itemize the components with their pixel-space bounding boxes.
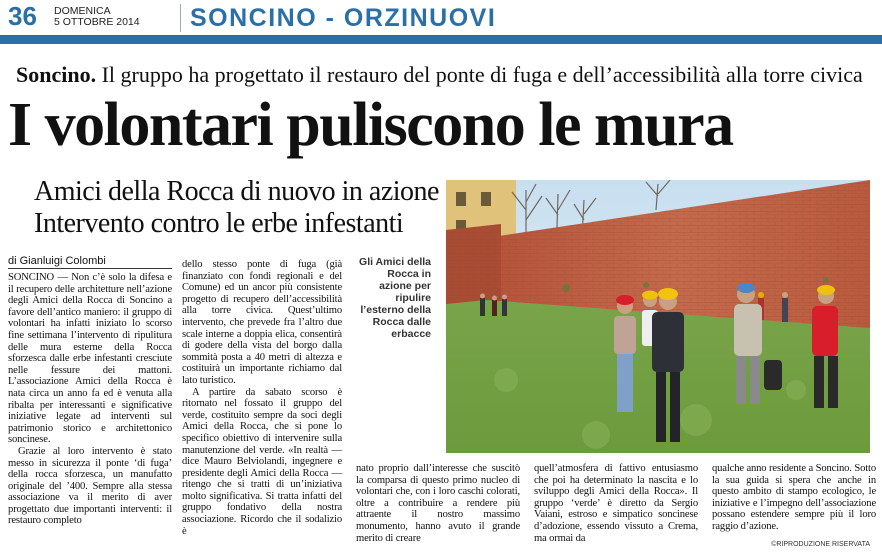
paragraph: qualche anno residente a Soncino. Sotto la sua guida si spera che anche in questo ambito di stampo ecologico, le iniziative e l’impegno dell’associazione possano estendere sempre più il loro raggio d’azione. bbox=[712, 463, 876, 532]
page-date-text: 5 OTTOBRE 2014 bbox=[54, 16, 140, 28]
copyright-notice: ©RIPRODUZIONE RISERVATA bbox=[771, 541, 870, 548]
article-column-2 bbox=[182, 259, 342, 537]
article-column-3 bbox=[356, 463, 520, 544]
section-bar bbox=[0, 35, 882, 44]
page-day: DOMENICA bbox=[54, 5, 111, 17]
article-headline: I volontari puliscono le mura bbox=[8, 91, 733, 159]
article-column-5 bbox=[712, 463, 876, 533]
page-date bbox=[54, 6, 140, 28]
article-photo bbox=[446, 180, 870, 453]
kicker-text: Il gruppo ha progettato il restauro del ponte di fuga e dell’accessibilità alla torre civica bbox=[101, 62, 863, 87]
section-title: SONCINO - ORZINUOVI bbox=[190, 4, 497, 32]
paragraph: quell’atmosfera di fattivo entusiasmo che poi ha determinato la nascita e lo sviluppo degli Amici della Rocca». Il gruppo ‘verde’ è diretto da Sergio Vaiani, estroso e simpatico soncinese d’adozione, essendo vissuto a Crema, ma ormai da bbox=[534, 463, 698, 544]
page-number: 36 bbox=[8, 1, 37, 31]
kicker-place: Soncino. bbox=[16, 62, 97, 87]
paragraph: Grazie al loro intervento è stato messo in sicurezza il ponte ‘di fuga’ della rocca sforzesca, un manufatto originale del ’400. Sempre alla stessa associazione va il merito di aver progettato due importanti interventi: il restauro completo bbox=[8, 445, 172, 527]
article-column-1 bbox=[8, 272, 172, 527]
paragraph: SONCINO — Non c’è solo la difesa e il recupero delle architetture nell’azione degli Amici della Rocca di Soncino a favore dell’antico maniero: il gruppo di volontari ha infatti iniziato lo scorso fine settimana l’intervento di ripulitura delle mura esterne della Rocca sforzesca dalle erbe infestanti cresciute nelle fessure dei mattoni. L’associazione Amici della Rocca è nata circa un anno fa ed è venuta alla ribalta per interessanti e significative iniziative legate ad interventi sul patrimonio storico e architettonico soncinese. bbox=[8, 272, 172, 446]
article-subheadline-2: Intervento contro le erbe infestanti bbox=[34, 208, 404, 239]
photo-caption: Gli Amici della Rocca in azione per ripulire l’esterno della Rocca dalle erbacce bbox=[359, 256, 431, 340]
article-subheadline-1: Amici della Rocca di nuovo in azione bbox=[34, 176, 439, 207]
article-kicker bbox=[16, 63, 863, 87]
article-byline: di Gianluigi Colombi bbox=[8, 254, 172, 269]
paragraph: nato proprio dall’interesse che suscitò la comparsa di questo primo nucleo di volontari che, con i loro caschi colorati, oltre a contribuire a rendere più attraente il nostro massimo monumento, hanno avuto il grande merito di creare bbox=[356, 463, 520, 544]
paragraph: A partire da sabato scorso è ritornato nel fossato il gruppo del verde, costituito sempre da soci degli Amici della Rocca, che si pone lo specifico obiettivo di intervenire sulla manutenzione del verde. «In realtà — dice Mauro Belviolandi, ingegnere e presidente degli Amici della Rocca — ritengo che si tratti di un’iniziativa molto significativa. Si tratta infatti del gruppo fondativo della nostra associazione. Ricordo che il sodalizio è bbox=[182, 386, 342, 537]
paragraph: dello stesso ponte di fuga (già finanziato con fondi regionali e del Comune) ed un ancor più consistente progetto di recupero dell’accessibilità alla torre civica. Quest’ultimo intervento, che prevede fra l’altro due scale interne a doppia elica, consentirà di godere della vista del borgo dalla sommità posta a 40 metri di altezza e costituirà un importante richiamo dal lato turistico. bbox=[182, 259, 342, 386]
article-column-4 bbox=[534, 463, 698, 544]
header-separator bbox=[180, 4, 181, 32]
